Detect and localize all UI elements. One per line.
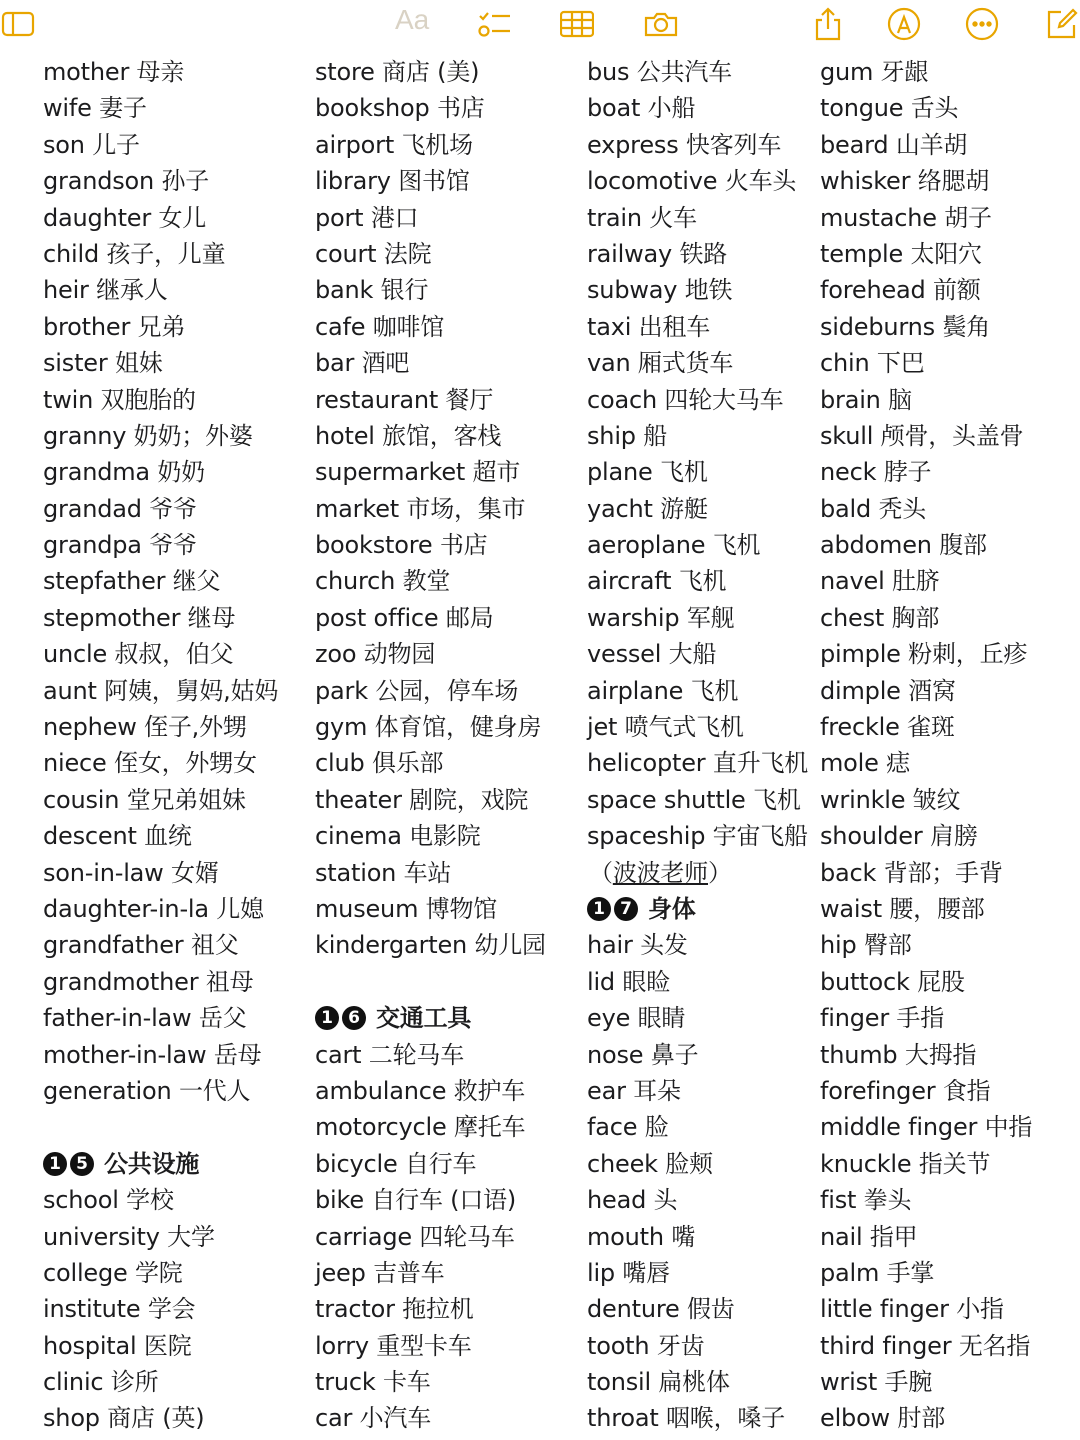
vocab-entry: grandma 奶奶 xyxy=(43,458,205,487)
vocab-entry: vessel 大船 xyxy=(587,640,717,669)
column-2 xyxy=(315,54,546,1437)
section-heading-16 xyxy=(315,1000,546,1036)
vocab-entry: hip 臀部 xyxy=(820,931,912,960)
section-title: 身体 xyxy=(648,894,696,923)
vocab-entry: cart 二轮马车 xyxy=(315,1040,465,1069)
section-number-badge: 1 6 xyxy=(315,1006,366,1030)
vocab-entry: hotel 旅馆，客栈 xyxy=(315,421,502,450)
vocab-entry: skull 颅骨，头盖骨 xyxy=(820,421,1024,450)
vocab-entry: bike 自行车 (口语) xyxy=(315,1186,517,1215)
vocab-entry: clinic 诊所 xyxy=(43,1368,159,1397)
blank-line xyxy=(43,1109,278,1145)
vocab-entry: thumb 大拇指 xyxy=(820,1040,977,1069)
vocab-entry: ear 耳朵 xyxy=(587,1076,681,1105)
vocab-entry: institute 学会 xyxy=(43,1295,196,1324)
vocab-entry: coach 四轮大马车 xyxy=(587,385,784,414)
vocab-entry: aeroplane 飞机 xyxy=(587,531,761,560)
author-note: （波波老师） xyxy=(589,858,732,887)
vocab-entry: subway 地铁 xyxy=(587,276,733,305)
vocab-entry: whisker 络腮胡 xyxy=(820,167,990,196)
vocab-entry: plane 飞机 xyxy=(587,458,708,487)
vocab-entry: stepmother 继母 xyxy=(43,603,236,632)
vocab-entry: knuckle 指关节 xyxy=(820,1149,991,1178)
vocab-entry: middle finger 中指 xyxy=(820,1113,1033,1142)
vocab-entry: beard 山羊胡 xyxy=(820,130,968,159)
vocab-entry: bookstore 书店 xyxy=(315,531,488,560)
vocab-entry: gum 牙龈 xyxy=(820,58,929,86)
vocab-entry: church 教堂 xyxy=(315,567,451,596)
vocab-entry: nose 鼻子 xyxy=(587,1040,699,1069)
vocab-entry: freckle 雀斑 xyxy=(820,713,955,742)
vocab-entry: bank 银行 xyxy=(315,276,429,305)
author-link[interactable]: 波波老师 xyxy=(612,858,709,887)
vocab-entry: third finger 无名指 xyxy=(820,1331,1031,1360)
vocab-entry: uncle 叔叔，伯父 xyxy=(43,640,234,669)
vocab-entry: lip 嘴唇 xyxy=(587,1258,670,1287)
checklist-icon[interactable] xyxy=(476,6,512,42)
section-number-badge: 1 5 xyxy=(43,1152,94,1176)
vocab-entry: face 脸 xyxy=(587,1113,669,1142)
vocab-entry: club 俱乐部 xyxy=(315,749,444,778)
camera-icon[interactable] xyxy=(643,6,679,42)
vocab-entry: grandad 爷爷 xyxy=(43,494,197,523)
vocab-entry: warship 军舰 xyxy=(587,603,735,632)
vocab-entry: university 大学 xyxy=(43,1222,215,1251)
vocab-entry: library 图书馆 xyxy=(315,167,470,196)
vocab-entry: jeep 吉普车 xyxy=(315,1258,445,1287)
vocab-entry: father-in-law 岳父 xyxy=(43,1004,247,1033)
vocab-entry: grandson 孙子 xyxy=(43,167,210,196)
vocab-entry: wrinkle 皱纹 xyxy=(820,785,961,814)
vocab-entry: wife 妻子 xyxy=(43,94,147,123)
vocab-entry: gym 体育馆，健身房 xyxy=(315,713,542,742)
vocab-entry: lorry 重型卡车 xyxy=(315,1331,472,1360)
vocab-entry: head 头 xyxy=(587,1186,678,1215)
vocab-entry: zoo 动物园 xyxy=(315,640,436,669)
column-1 xyxy=(43,54,278,1437)
column-4 xyxy=(820,54,1032,1437)
vocab-entry: bookshop 书店 xyxy=(315,94,485,123)
vocab-entry: shop 商店 (英) xyxy=(43,1404,205,1433)
vocab-entry: twin 双胞胎的 xyxy=(43,385,196,414)
more-icon[interactable] xyxy=(964,6,1000,42)
vocab-entry: nail 指甲 xyxy=(820,1222,918,1251)
vocab-entry: hospital 医院 xyxy=(43,1331,192,1360)
vocab-entry: grandmother 祖母 xyxy=(43,967,254,996)
vocab-entry: niece 侄女，外甥女 xyxy=(43,749,257,778)
vocab-entry: forefinger 食指 xyxy=(820,1076,991,1105)
vocab-entry: daughter-in-la 儿媳 xyxy=(43,894,264,923)
vocab-entry: temple 太阳穴 xyxy=(820,239,982,268)
vocab-entry: express 快客列车 xyxy=(587,130,782,159)
vocab-entry: sister 姐妹 xyxy=(43,349,163,378)
vocab-entry: post office 邮局 xyxy=(315,603,494,632)
vocab-entry: tractor 拖拉机 xyxy=(315,1295,474,1324)
vocab-entry: bicycle 自行车 xyxy=(315,1149,477,1178)
vocab-entry: hair 头发 xyxy=(587,931,688,960)
vocab-entry: ambulance 救护车 xyxy=(315,1076,526,1105)
vocab-entry: finger 手指 xyxy=(820,1004,945,1033)
vocab-entry: boat 小船 xyxy=(587,94,696,123)
vocab-entry: generation 一代人 xyxy=(43,1076,251,1105)
vocab-entry: museum 博物馆 xyxy=(315,894,498,923)
vocab-entry: heir 继承人 xyxy=(43,276,168,305)
vocab-entry: cafe 咖啡馆 xyxy=(315,312,445,341)
vocab-entry: port 港口 xyxy=(315,203,419,232)
vocab-entry: airport 飞机场 xyxy=(315,130,473,159)
vocab-entry: car 小汽车 xyxy=(315,1404,431,1433)
vocab-entry: abdomen 腹部 xyxy=(820,531,987,560)
sidebar-icon[interactable] xyxy=(0,6,36,42)
vocab-entry: eye 眼睛 xyxy=(587,1004,686,1033)
vocab-entry: motorcycle 摩托车 xyxy=(315,1113,526,1142)
vocab-entry: market 市场，集市 xyxy=(315,494,526,523)
vocab-entry: aunt 阿姨，舅妈,姑妈 xyxy=(43,676,279,705)
vocab-entry: grandfather 祖父 xyxy=(43,931,239,960)
section-heading-17 xyxy=(587,891,808,927)
vocab-entry: son 儿子 xyxy=(43,130,140,159)
markup-icon[interactable] xyxy=(886,6,922,42)
vocab-entry: yacht 游艇 xyxy=(587,494,708,523)
vocab-entry: navel 肚脐 xyxy=(820,567,940,596)
vocab-entry: throat 咽喉，嗓子 xyxy=(587,1404,785,1433)
vocab-entry: carriage 四轮马车 xyxy=(315,1222,515,1251)
vocab-entry: grandpa 爷爷 xyxy=(43,531,197,560)
vocab-entry: tongue 舌头 xyxy=(820,94,959,123)
vocab-entry: pimple 粉刺，丘疹 xyxy=(820,640,1028,669)
vocab-entry: restaurant 餐厅 xyxy=(315,385,494,414)
vocab-entry: neck 脖子 xyxy=(820,458,932,487)
vocab-entry: bus 公共汽车 xyxy=(587,58,732,86)
vocab-entry: dimple 酒窝 xyxy=(820,676,956,705)
vocab-entry: park 公园，停车场 xyxy=(315,676,519,705)
column-3 xyxy=(587,54,808,1437)
vocab-entry: theater 剧院，戏院 xyxy=(315,785,529,814)
vocab-entry: forehead 前额 xyxy=(820,276,981,305)
compose-icon[interactable] xyxy=(1044,6,1080,42)
table-icon[interactable] xyxy=(559,6,595,42)
vocab-entry: space shuttle 飞机 xyxy=(587,785,801,814)
vocab-entry: fist 拳头 xyxy=(820,1186,912,1215)
vocab-entry: court 法院 xyxy=(315,239,432,268)
vocab-entry: supermarket 超市 xyxy=(315,458,521,487)
vocab-entry: daughter 女儿 xyxy=(43,203,207,232)
vocab-entry: truck 卡车 xyxy=(315,1368,431,1397)
vocab-entry: taxi 出租车 xyxy=(587,312,711,341)
vocab-entry: spaceship 宇宙飞船 xyxy=(587,822,808,851)
vocab-entry: van 厢式货车 xyxy=(587,349,734,378)
vocab-entry: mustache 胡子 xyxy=(820,203,992,232)
vocab-entry: mole 痣 xyxy=(820,749,910,778)
vocab-entry: tonsil 扁桃体 xyxy=(587,1368,730,1397)
vocab-entry: station 车站 xyxy=(315,858,452,887)
vocab-entry: back 背部；手背 xyxy=(820,858,1003,887)
vocab-entry: airplane 飞机 xyxy=(587,676,739,705)
vocab-entry: nephew 侄子,外甥 xyxy=(43,713,247,742)
vocab-entry: tooth 牙齿 xyxy=(587,1331,705,1360)
vocab-entry: bald 秃头 xyxy=(820,494,927,523)
vocab-entry: railway 铁路 xyxy=(587,239,728,268)
vocab-entry: aircraft 飞机 xyxy=(587,567,727,596)
vocab-entry: college 学院 xyxy=(43,1258,183,1287)
format-text-button[interactable]: Aa xyxy=(395,4,430,35)
vocab-entry: stepfather 继父 xyxy=(43,567,221,596)
vocab-entry: son-in-law 女婿 xyxy=(43,858,219,887)
vocab-entry: ship 船 xyxy=(587,421,668,450)
vocab-entry: child 孩子，儿童 xyxy=(43,239,226,268)
vocab-entry: sideburns 鬓角 xyxy=(820,312,991,341)
vocab-entry: brain 脑 xyxy=(820,385,912,414)
share-icon[interactable] xyxy=(810,6,846,42)
vocab-entry: descent 血统 xyxy=(43,822,192,851)
section-title: 交通工具 xyxy=(376,1004,472,1033)
vocab-entry: palm 手掌 xyxy=(820,1258,935,1287)
vocab-entry: locomotive 火车头 xyxy=(587,167,797,196)
vocab-entry: wrist 手腕 xyxy=(820,1368,933,1397)
vocab-entry: mother 母亲 xyxy=(43,58,185,86)
vocab-entry: mother-in-law 岳母 xyxy=(43,1040,262,1069)
vocab-entry: chest 胸部 xyxy=(820,603,940,632)
vocab-entry: bar 酒吧 xyxy=(315,349,410,378)
vocab-entry: shoulder 肩膀 xyxy=(820,822,978,851)
vocab-entry: cheek 脸颊 xyxy=(587,1149,713,1178)
vocab-entry: cinema 电影院 xyxy=(315,822,481,851)
vocab-entry: little finger 小指 xyxy=(820,1295,1004,1324)
vocab-entry: elbow 肘部 xyxy=(820,1404,946,1433)
vocab-entry: chin 下巴 xyxy=(820,349,925,378)
vocab-entry: denture 假齿 xyxy=(587,1295,735,1324)
vocab-entry: buttock 屁股 xyxy=(820,967,965,996)
vocab-entry: store 商店 (美) xyxy=(315,58,480,86)
section-number-badge: 1 7 xyxy=(587,897,638,921)
section-heading-15 xyxy=(43,1146,278,1182)
vocab-entry: kindergarten 幼儿园 xyxy=(315,931,546,960)
vocab-entry: cousin 堂兄弟姐妹 xyxy=(43,785,246,814)
vocab-entry: lid 眼睑 xyxy=(587,967,670,996)
blank-line xyxy=(315,964,546,1000)
vocab-entry: train 火车 xyxy=(587,203,697,232)
vocab-entry: school 学校 xyxy=(43,1186,174,1215)
vocab-entry: mouth 嘴 xyxy=(587,1222,696,1251)
vocab-entry: waist 腰，腰部 xyxy=(820,894,985,923)
vocab-entry: helicopter 直升飞机 xyxy=(587,749,809,778)
vocab-entry: granny 奶奶；外婆 xyxy=(43,421,253,450)
vocab-entry: brother 兄弟 xyxy=(43,312,186,341)
vocab-entry: jet 喷气式飞机 xyxy=(587,713,744,742)
notes-toolbar xyxy=(0,0,1080,50)
section-title: 公共设施 xyxy=(104,1149,200,1178)
